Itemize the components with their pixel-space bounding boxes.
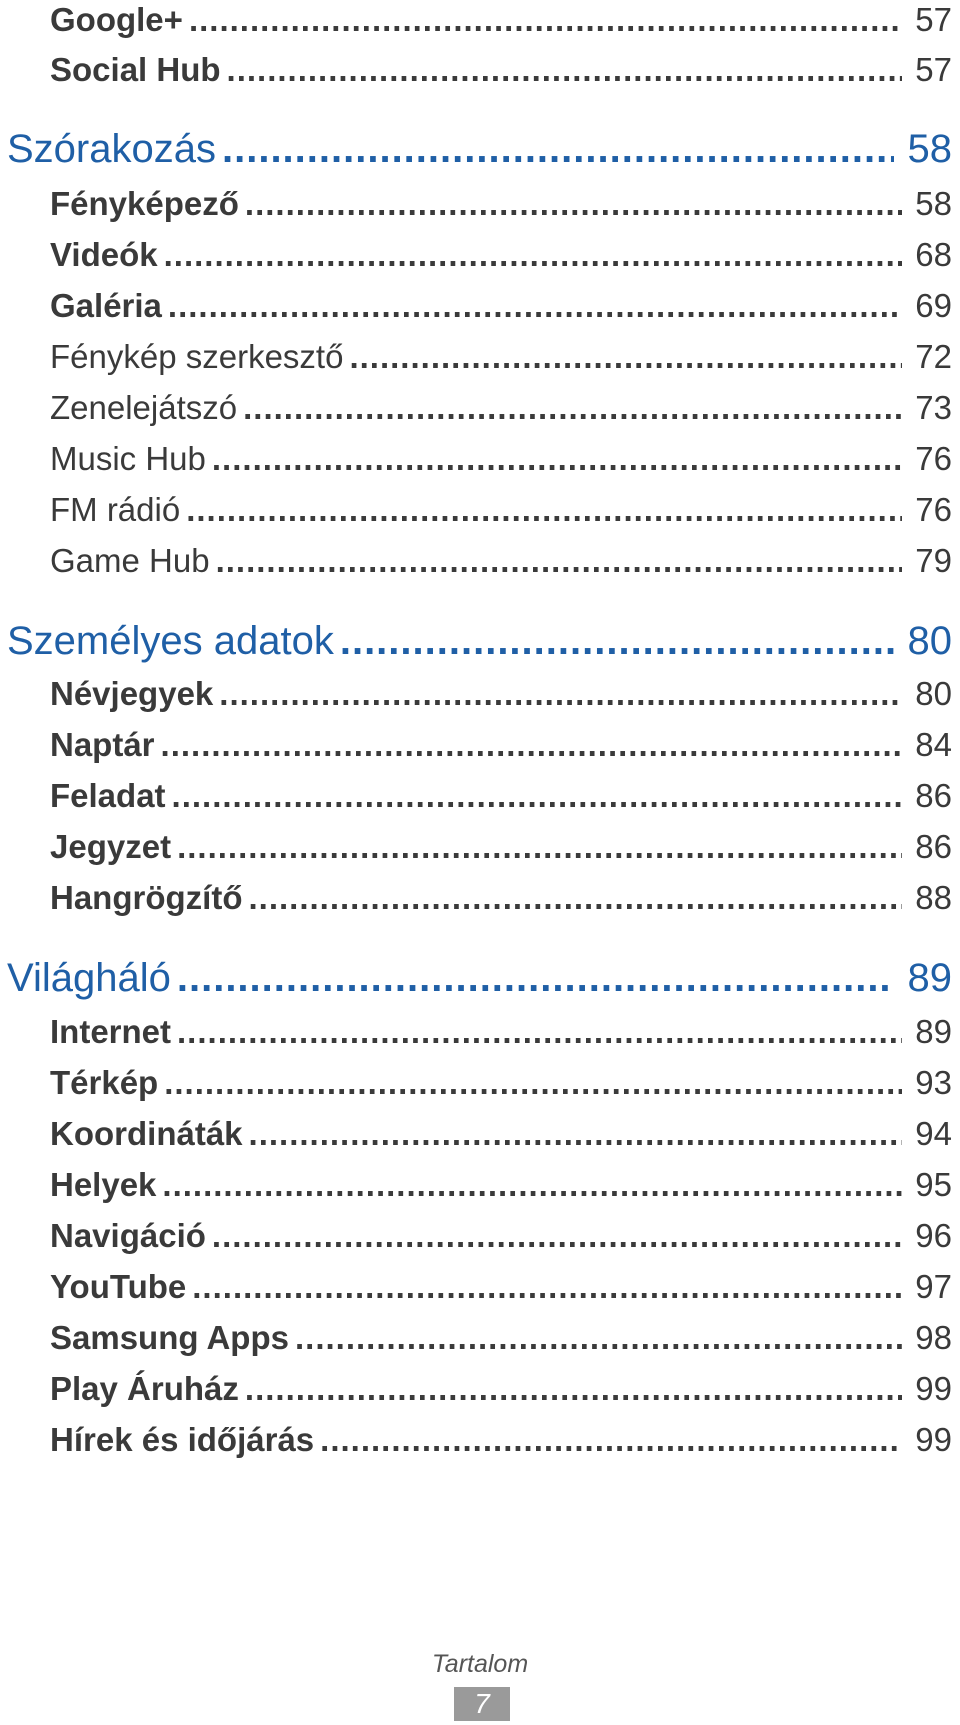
toc-entry-page: 68 bbox=[915, 236, 952, 273]
toc-leader-dots bbox=[248, 876, 902, 920]
toc-leader-dots bbox=[340, 614, 894, 668]
toc-leader-dots bbox=[164, 233, 902, 277]
toc-entry-title: Zenelejátszó bbox=[50, 389, 238, 426]
toc-leader-dots bbox=[216, 539, 902, 583]
toc-entry-fenykep-szerkeszto[interactable] bbox=[50, 335, 952, 379]
toc-entry-page: 95 bbox=[915, 1166, 952, 1203]
toc-entry-title: Music Hub bbox=[50, 440, 206, 477]
toc-entry-title: Google+ bbox=[50, 1, 183, 38]
toc-entry-fenykepezo[interactable] bbox=[50, 182, 952, 226]
toc-entry-title: Fénykép szerkesztő bbox=[50, 338, 344, 375]
toc-entry-page: 69 bbox=[915, 287, 952, 324]
toc-entry-page: 99 bbox=[915, 1370, 952, 1407]
toc-entry-page: 58 bbox=[915, 185, 952, 222]
toc-entry-title: Koordináták bbox=[50, 1115, 243, 1152]
footer-page-number: 7 bbox=[454, 1687, 510, 1721]
toc-section-vilaghalo[interactable] bbox=[7, 951, 952, 1005]
toc-entry-title: Naptár bbox=[50, 726, 155, 763]
toc-entry-page: 99 bbox=[915, 1421, 952, 1458]
toc-leader-dots bbox=[212, 437, 902, 481]
toc-section-title: Személyes adatok bbox=[7, 619, 334, 663]
toc-entry-page: 57 bbox=[915, 1, 952, 38]
toc-leader-dots bbox=[212, 1214, 902, 1258]
toc-leader-dots bbox=[245, 182, 902, 226]
toc-entry-music-hub[interactable] bbox=[50, 437, 952, 481]
toc-entry-hangrogzito[interactable] bbox=[50, 876, 952, 920]
toc-leader-dots bbox=[320, 1418, 902, 1462]
toc-entry-fm-radio[interactable] bbox=[50, 488, 952, 532]
toc-leader-dots bbox=[189, 0, 902, 42]
toc-entry-page: 72 bbox=[915, 338, 952, 375]
toc-leader-dots bbox=[177, 951, 894, 1005]
toc-leader-dots bbox=[192, 1265, 902, 1309]
toc-entry-page: 84 bbox=[915, 726, 952, 763]
toc-entry-page: 79 bbox=[915, 542, 952, 579]
toc-entry-title: FM rádió bbox=[50, 491, 181, 528]
toc-entry-page: 86 bbox=[915, 828, 952, 865]
toc-section-szorakozas[interactable] bbox=[7, 122, 952, 176]
toc-section-szemelyes-adatok[interactable] bbox=[7, 614, 952, 668]
toc-entry-play-aruhaz[interactable] bbox=[50, 1367, 952, 1411]
toc-entry-title: Social Hub bbox=[50, 51, 221, 88]
toc-entry-page: 94 bbox=[915, 1115, 952, 1152]
toc-leader-dots bbox=[245, 1367, 902, 1411]
toc-leader-dots bbox=[227, 48, 902, 92]
toc-entry-title: Play Áruház bbox=[50, 1370, 239, 1407]
toc-entry-page: 97 bbox=[915, 1268, 952, 1305]
toc-leader-dots bbox=[161, 723, 902, 767]
toc-leader-dots bbox=[177, 1010, 902, 1054]
toc-leader-dots bbox=[222, 122, 894, 176]
toc-entry-title: Galéria bbox=[50, 287, 162, 324]
toc-entry-navigacio[interactable] bbox=[50, 1214, 952, 1258]
toc-entry-google-plus[interactable] bbox=[50, 0, 952, 42]
toc-entry-terkep[interactable] bbox=[50, 1061, 952, 1105]
toc-section-title: Világháló bbox=[7, 956, 171, 1000]
toc-section-page: 58 bbox=[907, 127, 952, 171]
toc-entry-page: 98 bbox=[915, 1319, 952, 1356]
toc-leader-dots bbox=[177, 825, 902, 869]
toc-entry-title: Térkép bbox=[50, 1064, 159, 1101]
toc-entry-zenelejatszo[interactable] bbox=[50, 386, 952, 430]
toc-entry-internet[interactable] bbox=[50, 1010, 952, 1054]
toc-entry-page: 89 bbox=[915, 1013, 952, 1050]
toc-leader-dots bbox=[295, 1316, 902, 1360]
toc-entry-feladat[interactable] bbox=[50, 774, 952, 818]
toc-leader-dots bbox=[164, 1061, 902, 1105]
toc-entry-samsung-apps[interactable] bbox=[50, 1316, 952, 1360]
toc-entry-title: Game Hub bbox=[50, 542, 210, 579]
toc-entry-videok[interactable] bbox=[50, 233, 952, 277]
toc-leader-dots bbox=[186, 488, 902, 532]
toc-entry-galeria[interactable] bbox=[50, 284, 952, 328]
toc-entry-title: Helyek bbox=[50, 1166, 157, 1203]
footer-section-label: Tartalom bbox=[431, 1650, 529, 1678]
toc-entry-page: 88 bbox=[915, 879, 952, 916]
toc-section-title: Szórakozás bbox=[7, 127, 216, 171]
toc-entry-title: Névjegyek bbox=[50, 675, 214, 712]
toc-entry-title: Videók bbox=[50, 236, 158, 273]
toc-entry-page: 73 bbox=[915, 389, 952, 426]
toc-entry-game-hub[interactable] bbox=[50, 539, 952, 583]
toc-leader-dots bbox=[162, 1163, 902, 1207]
toc-entry-title: YouTube bbox=[50, 1268, 187, 1305]
toc-entry-koordinatak[interactable] bbox=[50, 1112, 952, 1156]
toc-entry-page: 86 bbox=[915, 777, 952, 814]
toc-entry-hirek-es-idojaras[interactable] bbox=[50, 1418, 952, 1462]
toc-leader-dots bbox=[172, 774, 902, 818]
toc-entry-jegyzet[interactable] bbox=[50, 825, 952, 869]
toc-entry-youtube[interactable] bbox=[50, 1265, 952, 1309]
toc-entry-title: Feladat bbox=[50, 777, 166, 814]
toc-leader-dots bbox=[168, 284, 902, 328]
toc-entry-page: 93 bbox=[915, 1064, 952, 1101]
toc-entry-page: 80 bbox=[915, 675, 952, 712]
toc-entry-page: 76 bbox=[915, 491, 952, 528]
toc-leader-dots bbox=[243, 386, 902, 430]
toc-section-page: 89 bbox=[907, 956, 952, 1000]
toc-entry-social-hub[interactable] bbox=[50, 48, 952, 92]
toc-entry-naptar[interactable] bbox=[50, 723, 952, 767]
toc-entry-title: Navigáció bbox=[50, 1217, 206, 1254]
toc-entry-title: Internet bbox=[50, 1013, 172, 1050]
toc-entry-page: 76 bbox=[915, 440, 952, 477]
toc-entry-title: Jegyzet bbox=[50, 828, 172, 865]
toc-entry-page: 57 bbox=[915, 51, 952, 88]
toc-entry-nevjegyek[interactable] bbox=[50, 672, 952, 716]
toc-entry-title: Hangrögzítő bbox=[50, 879, 243, 916]
toc-leader-dots bbox=[219, 672, 902, 716]
toc-entry-title: Hírek és időjárás bbox=[50, 1421, 315, 1458]
toc-section-page: 80 bbox=[907, 619, 952, 663]
toc-entry-title: Fényképező bbox=[50, 185, 239, 222]
toc-leader-dots bbox=[249, 1112, 902, 1156]
toc-leader-dots bbox=[349, 335, 902, 379]
toc-entry-title: Samsung Apps bbox=[50, 1319, 289, 1356]
toc-entry-page: 96 bbox=[915, 1217, 952, 1254]
toc-entry-helyek[interactable] bbox=[50, 1163, 952, 1207]
